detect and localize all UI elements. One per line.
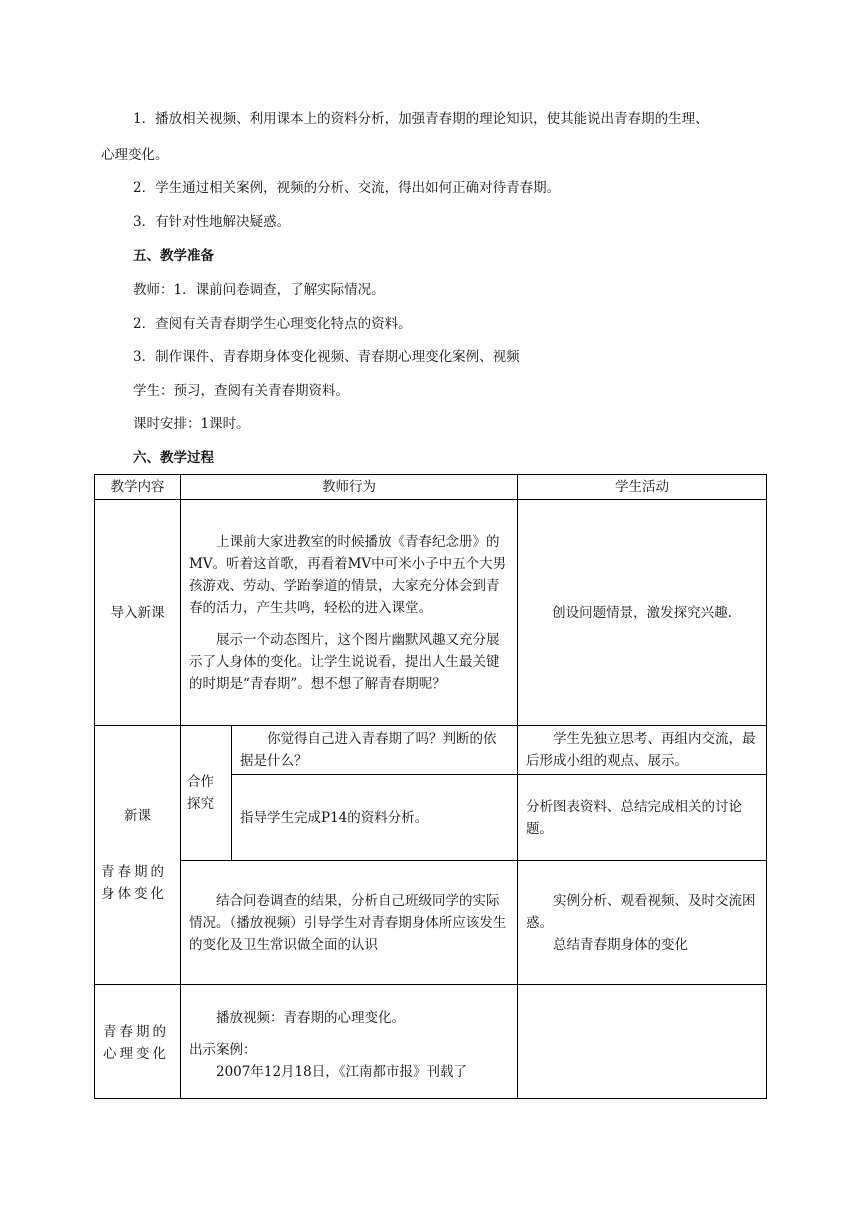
table-row-mind-change <box>95 985 767 1099</box>
intro-teacher-cell <box>181 500 518 726</box>
survey-student-2: 总结青春期身体的变化 <box>553 936 688 953</box>
paragraph-1-line-2: 心理变化。 <box>101 147 169 163</box>
q2-student: 分析图表资料、总结完成相关的讨论题。 <box>526 798 742 837</box>
intro-teacher-p1: 上课前大家进教室的时候播放《青春纪念册》的MV。听着这首歌，再看着MV中可米小子中五个大男孩游戏、劳动、学跆拳道的情景，大家充分体会到青春的活力，产生共鸣，轻松的进入课堂。 <box>189 533 507 616</box>
paragraph-1-line-1: 1．播放相关视频、利用课本上的资料分析，加强青春期的理论知识，使其能说出青春期的生理、 <box>133 111 709 127</box>
q1-student-cell <box>518 726 767 775</box>
cooperative-inquiry-label-cell <box>181 726 232 861</box>
q1-teacher-cell <box>232 726 518 775</box>
body-change-label-topic: 青春期的身体变化 <box>101 864 167 902</box>
student-prep: 学生：预习，查阅有关青春期资料。 <box>133 383 349 399</box>
table-row-intro <box>95 500 767 726</box>
teacher-prep-3: 3．制作课件、青春期身体变化视频、青春期心理变化案例、视频 <box>133 349 520 365</box>
class-time: 课时安排：1课时。 <box>133 416 250 432</box>
survey-student-cell <box>518 861 767 985</box>
q2-teacher: 指导学生完成P14的资料分析。 <box>240 809 429 826</box>
paragraph-3: 3．有针对性地解决疑惑。 <box>133 214 291 230</box>
paragraph-2: 2．学生通过相关案例，视频的分析、交流，得出如何正确对待青春期。 <box>133 180 561 196</box>
header-content: 教学内容 <box>95 475 181 500</box>
q2-student-cell <box>518 775 767 861</box>
body-change-label-new: 新课 <box>124 808 151 824</box>
header-student: 学生活动 <box>518 475 767 500</box>
survey-teacher: 结合问卷调查的结果，分析自己班级同学的实际情况。（播放视频）引导学生对青春期身体所应该发生的变化及卫生常识做全面的认识 <box>189 892 507 953</box>
section-heading-5: 五、教学准备 <box>133 248 214 264</box>
intro-student: 创设问题情景，激发探究兴趣. <box>518 500 767 726</box>
section-heading-6: 六、教学过程 <box>133 450 214 466</box>
q2-teacher-cell <box>232 775 518 861</box>
mind-change-teacher-cell <box>181 985 518 1099</box>
header-teacher: 教师行为 <box>181 475 518 500</box>
mind-change-label: 青春期的心理变化 <box>103 1024 169 1062</box>
teacher-prep-2: 2．查阅有关青春期学生心理变化特点的资料。 <box>133 316 412 332</box>
table-row-survey <box>95 861 767 985</box>
mind-change-student <box>518 985 767 1099</box>
mind-change-teacher-2: 出示案例： <box>189 1042 257 1058</box>
q1-teacher: 你觉得自己进入青春期了吗？判断的依据是什么？ <box>240 731 497 769</box>
table-row-q1 <box>95 726 767 775</box>
cooperative-inquiry-label: 合作探究 <box>187 774 214 812</box>
lesson-process-table <box>94 474 767 1099</box>
survey-student-1: 实例分析、观看视频、及时交流困惑。 <box>526 892 756 931</box>
intro-teacher-p2: 展示一个动态图片，这个图片幽默风趣又充分展示了人身体的变化。让学生说说看，提出人生最关键的时期是“青春期”。想不想了解青春期呢？ <box>189 631 500 692</box>
mind-change-teacher-1: 播放视频：青春期的心理变化。 <box>216 1010 405 1026</box>
survey-teacher-cell <box>181 861 518 985</box>
intro-content: 导入新课 <box>95 500 181 726</box>
q1-student: 学生先独立思考、再组内交流，最后形成小组的观点、展示。 <box>526 731 756 769</box>
table-header-row <box>95 475 767 500</box>
mind-change-content-cell <box>95 985 181 1099</box>
mind-change-teacher-3: 2007年12月18日，《江南都市报》刊载了 <box>216 1064 467 1080</box>
body-change-content-cell <box>95 726 181 985</box>
teacher-prep-1: 教师：1．课前问卷调查，了解实际情况。 <box>133 282 385 298</box>
